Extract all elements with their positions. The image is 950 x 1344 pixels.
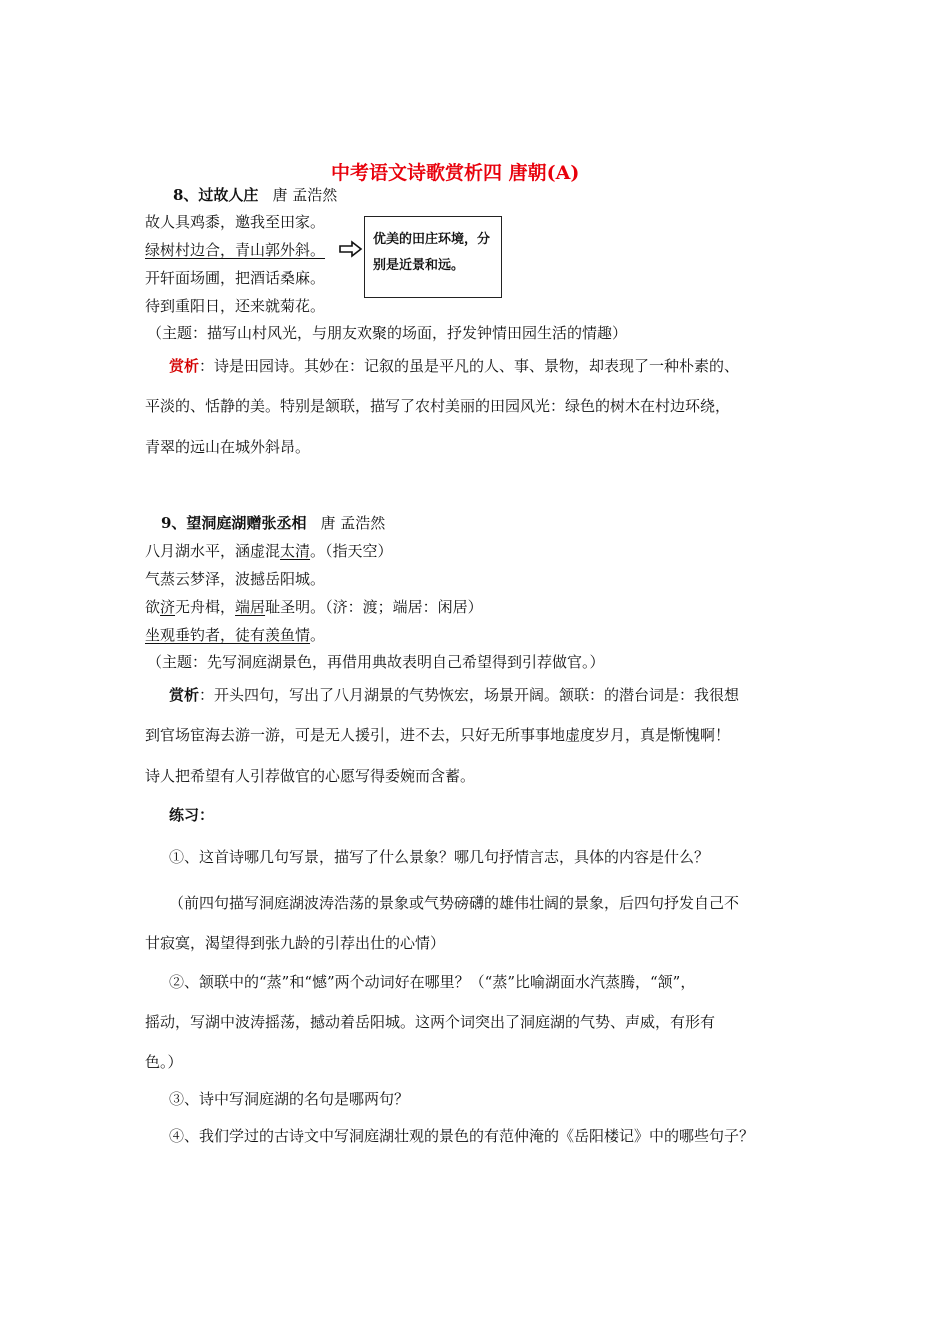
answer-1-line2: 甘寂寞，渴望得到张九龄的引荐出仕的心情） (145, 934, 446, 952)
poem8-theme: （主题：描写山村风光，与朋友欢聚的场面，抒发钟情田园生活的情趣） (147, 324, 628, 342)
poem9-line1 (145, 544, 393, 559)
poem8-line4: 待到重阳日，还来就菊花。 (145, 297, 326, 315)
question-2-line2: 摇动，写湖中波涛摇荡，撼动着岳阳城。这两个词突出了洞庭湖的气势、声威，有形有 (145, 1013, 716, 1031)
page-title: 中考语文诗歌赏析四 唐朝(A) (331, 162, 580, 184)
right-arrow-icon (339, 240, 363, 258)
poem8-header (173, 188, 337, 203)
line-text: 。（指天空） (310, 542, 393, 560)
poem8-line3: 开轩面场圃，把酒话桑麻。 (145, 269, 326, 287)
poem8-analysis-line1 (169, 359, 739, 374)
annotation-box: 优美的田庄环境，分别是近景和远。 (364, 216, 502, 298)
underlined-phrase: 羡鱼情 (265, 626, 311, 644)
line-text: 。 (310, 626, 326, 644)
poem9-heading: 9、望洞庭湖赠张丞相 (161, 514, 307, 532)
underlined-word: 端居 (235, 598, 266, 616)
line-text: 欲 (145, 598, 161, 616)
poem9-line4 (145, 628, 325, 643)
poem9-theme: （主题：先写洞庭湖景色，再借用典故表明自己希望得到引荐做官。） (147, 653, 605, 671)
question-2-line1: ②、颔联中的“蒸”和“憾”两个动词好在哪里？（“蒸”比喻湖面水汽蒸腾，“颔”， (169, 973, 696, 991)
poem8-line2: 绿树村边合，青山郭外斜。 (145, 241, 326, 259)
answer-1-line1: （前四句描写洞庭湖波涛浩荡的景象或气势磅礴的雄伟壮阔的景象，后四句抒发自己不 (169, 894, 740, 912)
poem9-analysis-line1 (169, 688, 739, 703)
question-3: ③、诗中写洞庭湖的名句是哪两句？ (169, 1090, 410, 1108)
poem9-analysis-line2: 到官场宦海去游一游，可是无人援引，进不去，只好无所事事地虚度岁月，真是惭愧啊！ (145, 726, 731, 744)
underlined-word: 济 (160, 598, 176, 616)
analysis-label: 赏析 (169, 357, 200, 375)
analysis-label: 赏析 (169, 686, 200, 704)
poem8-heading: 8、过故人庄 (173, 186, 259, 204)
poem9-line3 (145, 600, 483, 615)
question-2-line3: 色。） (145, 1053, 183, 1071)
poem9-line2: 气蒸云梦泽，波撼岳阳城。 (145, 570, 326, 588)
underlined-word: 太清 (280, 542, 311, 560)
line-text: 无舟楫， (175, 598, 236, 616)
exercise-label: 练习： (169, 806, 215, 824)
question-1: ①、这首诗哪几句写景，描写了什么景象？哪几句抒情言志，具体的内容是什么？ (169, 848, 710, 866)
analysis-text: ：开头四句，写出了八月湖景的气势恢宏，场景开阔。颔联：的潜台词是：我很想 (199, 686, 740, 704)
poem8-line1: 故人具鸡黍，邀我至田家。 (145, 213, 326, 231)
analysis-text: ：诗是田园诗。其妙在：记叙的虽是平凡的人、事、景物，却表现了一种朴素的、 (199, 357, 740, 375)
line-text: 耻圣明。（济：渡；端居：闲居） (265, 598, 483, 616)
question-4: ④、我们学过的古诗文中写洞庭湖壮观的景色的有范仲淹的《岳阳楼记》中的哪些句子？ (169, 1127, 755, 1145)
poem9-analysis-line3: 诗人把希望有人引荐做官的心愿写得委婉而含蓄。 (145, 767, 476, 785)
poem8-author: 唐 孟浩然 (272, 186, 338, 204)
line-text: 八月湖水平，涵虚混 (145, 542, 281, 560)
poem9-header (161, 516, 385, 531)
poem8-analysis-line3: 青翠的远山在城外斜昂。 (145, 438, 311, 456)
poem8-analysis-line2: 平淡的、恬静的美。特别是颔联，描写了农村美丽的田园风光：绿色的树木在村边环绕， (145, 397, 731, 415)
poem9-author: 唐 孟浩然 (320, 514, 386, 532)
underlined-phrase: 坐观垂钓者，徒有 (145, 626, 266, 644)
